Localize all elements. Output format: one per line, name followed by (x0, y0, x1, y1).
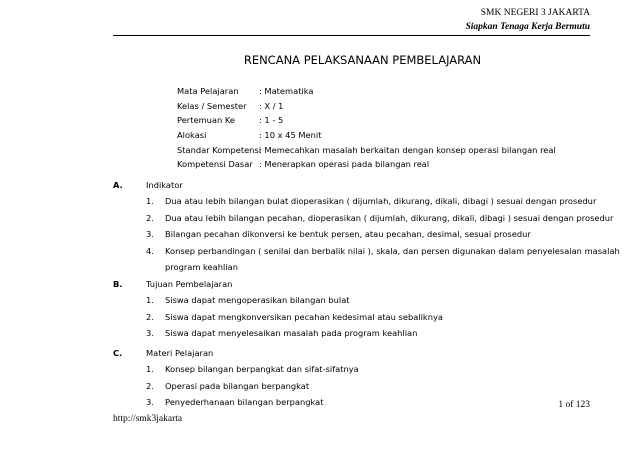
item-number: 1. (146, 196, 154, 207)
item-number: 3. (146, 229, 154, 240)
footer-url: http://smk3jakarta (113, 414, 183, 424)
info-label: Kompetensi Dasar (177, 159, 253, 170)
page-number: 1 of 123 (558, 400, 590, 410)
info-value: : Matematika (259, 86, 314, 96)
info-row (177, 113, 556, 128)
item-number: 2. (146, 380, 154, 391)
list-item (113, 325, 443, 341)
item-text: Penyederhanaan bilangan berpangkat (165, 397, 324, 408)
item-number: 1. (146, 295, 154, 306)
info-row (177, 84, 556, 99)
list-item (113, 394, 359, 410)
section-title: Indikator (146, 180, 183, 190)
list-item (113, 193, 620, 209)
item-number: 2. (146, 311, 154, 322)
item-number: 1. (146, 364, 154, 375)
info-value: : 1 - 5 (259, 115, 284, 126)
section-title: Materi Pelajaran (146, 348, 214, 358)
info-value: : Memecahkan masalah berkaitan dengan konsep operasi bilangan real (259, 144, 556, 155)
info-label: Kelas / Semester (177, 100, 247, 111)
info-label: Pertemuan Ke (177, 115, 236, 126)
item-text: Siswa dapat mengoperasikan bilangan bulat (165, 295, 350, 306)
list-item (113, 378, 359, 394)
info-row (177, 157, 556, 172)
item-text: Operasi pada bilangan berpangkat (165, 380, 310, 391)
section-letter: C. (113, 348, 123, 358)
info-label: Standar Kompetensi (177, 144, 262, 155)
document-title: RENCANA PELAKSANAAN PEMBELAJARAN (243, 53, 482, 67)
info-value: : Menerapkan operasi pada bilangan real (259, 159, 430, 170)
item-text: Siswa dapat mengkonversikan pecahan kedesimal atau sebaliknya (165, 311, 443, 322)
info-value: : 10 x 45 Menit (259, 130, 322, 141)
list-item (113, 243, 620, 259)
school-name: SMK NEGERI 3 JAKARTA (480, 8, 590, 18)
item-continuation: program keahlian (165, 261, 238, 272)
info-label: Mata Pelajaran (177, 86, 239, 96)
list-item (113, 361, 359, 377)
header-divider (113, 35, 590, 36)
info-label: Alokasi (177, 130, 207, 141)
item-text: Dua atau lebih bilangan pecahan, dioperasikan ( dijumlah, dikurang, dikali, dibagi ) sesuai dengan prosedur (165, 212, 614, 223)
list-item (113, 292, 443, 308)
section-materi (113, 345, 359, 411)
item-number: 2. (146, 212, 154, 223)
item-text: Dua atau lebih bilangan bulat dioperasikan ( dijumlah, dikurang, dikali, dibagi ) sesuai dengan prosedur (165, 196, 597, 207)
section-indikator (113, 177, 620, 275)
school-tagline: Siapkan Tenaga Kerja Bermutu (465, 22, 590, 32)
info-row (177, 143, 556, 158)
item-text: Bilangan pecahan dikonversi ke bentuk persen, atau pecahan, desimal, sesuai prosedur (165, 229, 531, 240)
item-number: 3. (146, 328, 154, 339)
section-title: Tujuan Pembelajaran (146, 279, 233, 289)
item-text: Konsep perbandingan ( senilai dan berbalik nilai ), skala, dan persen digunakan dalam penyelesaian masalah (165, 245, 620, 256)
list-item (113, 309, 443, 325)
item-number: 3. (146, 397, 154, 408)
info-row (177, 99, 556, 114)
info-row (177, 128, 556, 143)
section-tujuan (113, 276, 443, 342)
list-item (113, 226, 620, 242)
item-text: Konsep bilangan berpangkat dan sifat-sifatnya (165, 364, 359, 375)
list-item (113, 210, 620, 226)
info-value: : X / 1 (259, 100, 284, 111)
section-letter: A. (113, 180, 123, 190)
item-text: Siswa dapat menyelesaikan masalah pada program keahlian (165, 328, 418, 339)
item-number: 4. (146, 245, 154, 256)
info-table (177, 84, 556, 172)
section-letter: B. (113, 279, 123, 289)
